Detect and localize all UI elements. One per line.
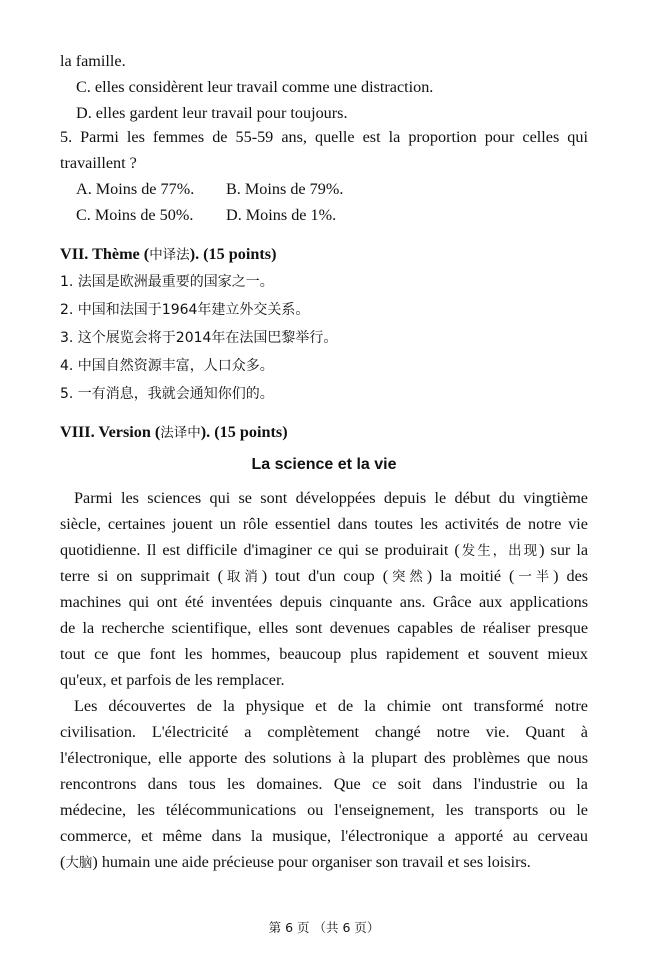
theme-heading-end: ). (15 points) — [189, 245, 277, 263]
version-title: La science et la vie — [251, 456, 397, 473]
theme-item-4: 4. 中国自然资源丰富，人口众多。 — [60, 358, 274, 374]
theme-item-2: 2. 中国和法国于1964年建立外交关系。 — [60, 302, 310, 318]
theme-item-1: 1. 法国是欧洲最重要的国家之一。 — [60, 274, 274, 290]
p2-line7-cn: 大脑 — [65, 855, 93, 871]
p2-line5: médecine, les télécommunications ou l'enseignement, les transports ou le — [60, 801, 588, 819]
page-footer: 第 6 页 （共 6 页） — [268, 920, 380, 935]
p1-line2: siècle, certaines jouent un rôle essentiel dans toutes les activités de notre vie — [60, 515, 588, 533]
p1-line3 — [60, 540, 588, 561]
p2-line2: civilisation. L'électricité a complètement changé notre vie. Quant à — [60, 723, 588, 741]
p2-line1: Les découvertes de la physique et de la chimie ont transformé notre — [74, 697, 588, 715]
version-heading-end: ). (15 points) — [200, 423, 288, 441]
version-heading-start: VIII. Version ( — [60, 423, 161, 441]
p1-line7: tout ce que font les hommes, beaucoup plus rapidement et souvent mieux — [60, 645, 588, 663]
q5-options-row1 — [76, 179, 343, 199]
p2-line4: rencontrons dans tous les domaines. Que ce soit dans l'industrie ou la — [60, 775, 588, 793]
q5-option-c: C. Moins de 50%. — [76, 206, 194, 224]
p2-line3: l'électronique, elle apporte des solutions à la plupart des problèmes que nous — [60, 749, 588, 767]
p1-line4-d: ) des — [553, 567, 589, 585]
p1-line4 — [60, 566, 588, 587]
theme-heading-start: VII. Thème ( — [60, 245, 150, 263]
q5-option-b: B. Moins de 79%. — [226, 180, 344, 198]
p2-line7: (大脑) humain une aide précieuse pour organiser son travail et ses loisirs. — [60, 853, 531, 871]
p1-line3-b: ) sur la — [539, 541, 589, 559]
p2-line7-b: ) humain une aide précieuse pour organiser son travail et ses loisirs. — [92, 853, 531, 871]
p1-line6: de la recherche scientifique, elles sont devenues capables de réaliser presque — [60, 619, 588, 637]
question-5-line2: travaillent ? — [60, 154, 137, 172]
p1-line5: machines qui ont été inventées depuis cinquante ans. Grâce aux applications — [60, 593, 588, 611]
version-heading-cn: 法译中 — [160, 425, 201, 441]
p1-line1: Parmi les sciences qui se sont développées depuis le début du vingtième — [74, 489, 588, 507]
p1-line4-cn2: 突然 — [388, 569, 427, 585]
p1-line3-cn: 发生，出现 — [459, 543, 540, 559]
question-5-line1: 5. Parmi les femmes de 55-59 ans, quelle est la proportion pour celles qui — [60, 128, 588, 146]
p2-line6: commerce, et même dans la musique, l'électronique a apporté au cerveau — [60, 827, 588, 845]
prev-option-c: C. elles considèrent leur travail comme une distraction. — [76, 78, 434, 96]
prev-continuation: la famille. — [60, 52, 126, 70]
p1-line8: qu'eux, et parfois de les remplacer. — [60, 671, 285, 689]
theme-heading — [60, 244, 276, 265]
q5-option-d: D. Moins de 1%. — [226, 206, 337, 224]
p1-line4-cn3: 一半 — [514, 569, 554, 585]
q5-options-row2 — [76, 205, 336, 225]
p1-line4-a: terre si on supprimait ( — [60, 567, 224, 585]
q5-option-a: A. Moins de 77%. — [76, 180, 195, 198]
p1-line4-b: ) tout d'un coup ( — [261, 567, 389, 585]
theme-item-5: 5. 一有消息，我就会通知你们的。 — [60, 386, 274, 402]
p1-line4-cn1: 取消 — [223, 569, 262, 585]
version-heading — [60, 422, 288, 443]
theme-item-3: 3. 这个展览会将于2014年在法国巴黎举行。 — [60, 330, 338, 346]
p1-line4-c: ) la moitié ( — [426, 567, 515, 585]
p1-line3-a: quotidienne. Il est difficile d'imaginer ce qui se produirait ( — [60, 541, 460, 559]
prev-option-d: D. elles gardent leur travail pour toujours. — [76, 104, 348, 122]
theme-heading-cn: 中译法 — [149, 247, 190, 263]
